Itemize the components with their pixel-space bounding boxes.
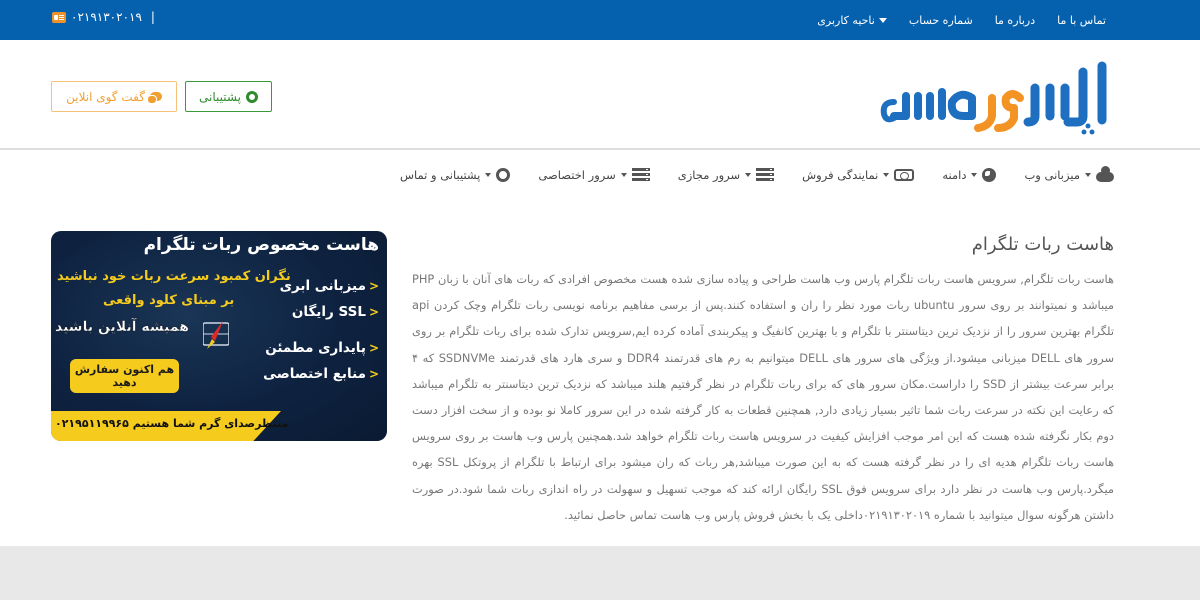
nav-menu (400, 152, 1114, 198)
caret-down-icon (745, 173, 751, 177)
feature-item (263, 273, 379, 299)
banner-features (263, 273, 379, 387)
server-icon (632, 168, 650, 182)
phone-contact[interactable] (52, 10, 155, 24)
top-links (817, 0, 1106, 40)
feature-label: SSL رایگان (291, 304, 366, 320)
rocket-icon (203, 319, 229, 353)
page-title: هاست ربات تلگرام (971, 234, 1114, 255)
nav-label: سرور مجازی (677, 168, 741, 182)
contact-us-link[interactable]: تماس با ما (1057, 13, 1106, 27)
support-button-label: پشتیبانی (199, 89, 241, 104)
caret-down-icon (485, 173, 491, 177)
feature-label: منابع اختصاصی (263, 366, 366, 382)
promo-banner[interactable] (51, 231, 387, 441)
phone-number: ۰۲۱۹۱۳۰۲۰۱۹ (71, 10, 142, 24)
caret-down-icon (621, 173, 627, 177)
globe-icon (982, 168, 996, 182)
contact-card-icon (52, 12, 66, 23)
page-footer (0, 546, 1200, 600)
banner-footer-text: منتظرصدای گرم شما هستیم ۰۲۱۹۵۱۱۹۹۶۵ (55, 417, 289, 430)
nav-label: میزبانی وب (1024, 168, 1080, 182)
feature-item (263, 335, 379, 361)
life-ring-icon (496, 168, 510, 182)
nav-label: دامنه (942, 168, 967, 182)
nav-item-domain[interactable] (942, 168, 996, 182)
support-button[interactable] (185, 81, 272, 112)
user-area-link[interactable] (817, 14, 887, 27)
online-chat-button[interactable] (51, 81, 177, 112)
feature-label: پایداری مطمئن (265, 340, 366, 356)
nav-label: سرور اختصاصی (538, 168, 616, 182)
chat-button-label: گفت گوی انلاین (66, 89, 145, 104)
caret-down-icon (879, 18, 887, 23)
user-area-label: ناحیه کاربری (817, 13, 875, 27)
handshake-icon (894, 169, 914, 181)
account-number-link[interactable]: شماره حساب (908, 13, 973, 27)
page-description: هاست ربات تلگرام, سرویس هاست ربات تلگرام پارس وب هاست طراحی و پیاده سازی شده هست مخصوص افرادی که ربات های آنان با زبان PHP میباشد و نمیتوانند بر روی سرور ubuntu ربات مورد نظر را ران و استفاده کنند.پس از برسی مفاهیم برنامه نویسی ربات تلگرام وچک کردن api تلگرام بهترین سرور را از نزدیک ترین دیتاسنتر با تلگرام و با بهترین کانفیگ و پیکربندی آماده کرده ایم,سرویس تدارک شده برای ربات تلگرام بر روی سرور های DELL میزبانی میشود.از ویژگی های سرور های DELL میتوانیم به رم های قدرتمند DDR4 و سری هارد های قدرتمند SSDNVMe که ۴ برابر سرعت بیشتر از SSD را داراست.مکان سرور های که برای ربات تلگرام در نظر گرفتیم هلند میباشد که نزدیک ترین دیتاسنتر به تلگرام میباشد که رعایت این نکته در سرعت ربات شما تاثیر بسیار زیادی دارد, همچنین قطعات به کار گرفته شده در این سرور کاملا نو بوده و از سخت افزار دست دوم بکار نگرفته شده هست که این امر موجب افزایش کیفیت در سرویس هاست ربات تلگرام خواهد شد.همچنین پارس وب هاست بر روی سرویس هاست ربات تلگرام هدیه ای را در نظر گرفته هست که به این صورت میباشد,هر ربات که ران میشود برای ارتباط با تلگرام از پروتکل SSL بهره میگرد.پارس وب هاست در نظر دارد برای سرویس فوق SSL رایگان ارائه کند که موجب تسهیل و سهولت در راه اندازی ربات شما شود.در صورت داشتن هرگونه سوال میتوانید با شماره ۰۲۱۹۱۳۰۲۰۱۹داخلی یک با بخش فروش پارس وب هاست تماس حاصل نمائید. (412, 272, 1114, 522)
caret-down-icon (1085, 173, 1091, 177)
site-header (0, 40, 1200, 150)
caret-down-icon (971, 173, 977, 177)
nav-item-reseller[interactable] (802, 168, 914, 182)
chevron-icon: < (368, 341, 379, 355)
banner-tagline: نگران کمبود سرعت ربات خود نباشید (57, 269, 291, 284)
order-now-button[interactable]: هم اکنون سفارش دهید (70, 359, 179, 393)
chevron-icon: < (368, 367, 379, 381)
cloud-icon (1096, 172, 1114, 182)
top-bar (0, 0, 1200, 40)
chevron-icon: < (368, 279, 379, 293)
nav-item-support-contact[interactable] (400, 168, 510, 182)
nav-item-web-hosting[interactable] (1024, 168, 1114, 182)
feature-item (263, 361, 379, 387)
feature-item (263, 299, 379, 325)
nav-item-vps[interactable] (678, 168, 774, 182)
nav-label: نمایندگی فروش (802, 168, 879, 182)
main-nav (0, 152, 1200, 198)
banner-tagline: بر مبنای کلود واقعی (103, 293, 235, 308)
banner-title: هاست مخصوص ربات تلگرام (143, 235, 379, 255)
nav-label: پشتیبانی و تماس (399, 168, 481, 182)
separator: | (150, 10, 155, 24)
about-us-link[interactable]: درباره ما (994, 13, 1036, 27)
feature-label: میزبانی ابری (279, 278, 366, 294)
nav-item-dedicated-server[interactable] (538, 168, 649, 182)
caret-down-icon (883, 173, 889, 177)
life-ring-icon (246, 91, 258, 103)
server-icon (756, 168, 774, 182)
site-logo[interactable] (880, 58, 1112, 138)
chevron-icon: < (368, 305, 379, 319)
chat-icon (150, 92, 162, 101)
banner-tagline: همیشه آنلاین باشید (55, 319, 189, 335)
